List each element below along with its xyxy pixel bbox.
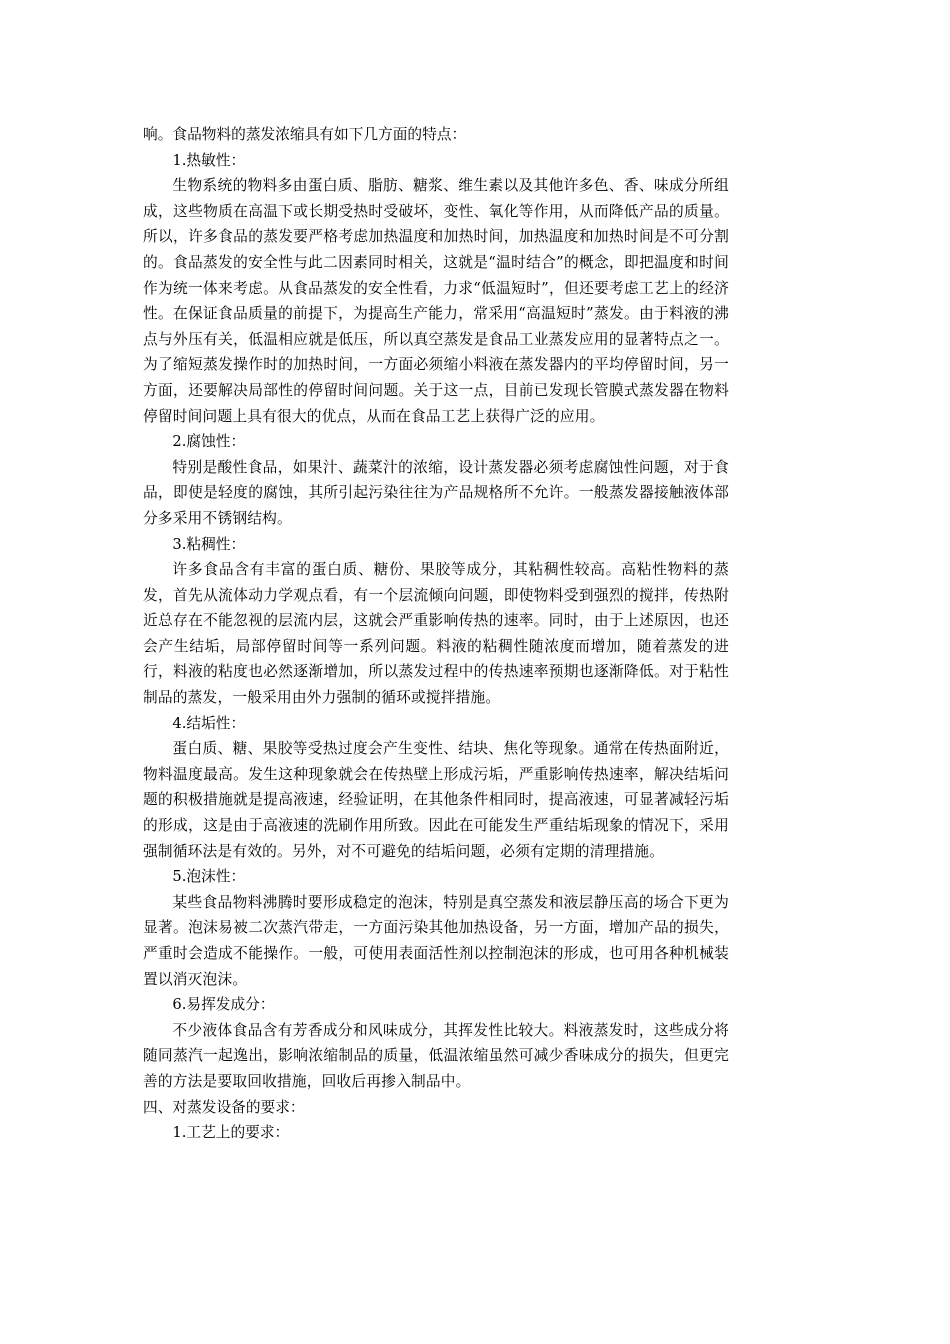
section-heading-equipment-requirements: 四、对蒸发设备的要求： (143, 1098, 305, 1116)
paragraph-viscosity: 许多食品含有丰富的蛋白质、糖份、果胶等成分，其粘稠性较高。高粘性物料的蒸发，首先从流体动力学观点看，有一个层流倾向问题，即使物料受到强烈的搅拌，传热附近总存在不能忽视的层流内层，这就会严重影响传热的速率。同时，由于上述原因，也还会产生结垢，局部停留时间等一系列问题。料液的粘稠性随浓度而增加，随着蒸发的进行，料液的粘度也必然逐渐增加，所以蒸发过程中的传热速率预期也逐渐降低。对于粘性制品的蒸发，一般采用由外力强制的循环或搅拌措施。 (143, 561, 729, 707)
heading-foaming: 5.泡沫性： (172, 868, 246, 886)
paragraph-intro: 响。食品物料的蒸发浓缩具有如下几方面的特点： (143, 126, 467, 143)
paragraph-volatile-components: 不少液体食品含有芳香成分和风味成分，其挥发性比较大。料液蒸发时，这些成分将随同蒸汽一起逸出，影响浓缩制品的质量，低温浓缩虽然可减少香味成分的损失，但更完善的方法是要取回收措施，回收后再掺入制品中。 (143, 1021, 729, 1090)
heading-fouling: 4.结垢性： (172, 714, 246, 732)
paragraph-corrosiveness: 特别是酸性食品，如果汁、蔬菜汁的浓缩，设计蒸发器必须考虑腐蚀性问题，对于食品，即使是轻度的腐蚀，其所引起污染往往为产品规格所不允许。一般蒸发器接触液体部分多采用不锈钢结构。 (143, 458, 729, 527)
heading-volatile-components: 6.易挥发成分： (172, 996, 275, 1014)
heading-heat-sensitivity: 1.热敏性： (172, 151, 246, 169)
paragraph-fouling: 蛋白质、糖、果胶等受热过度会产生变性、结块、焦化等现象。通常在传热面附近，物料温度最高。发生这种现象就会在传热壁上形成污垢，严重影响传热速率，解决结垢问题的积极措施就是提高液速，经验证明，在其他条件相同时，提高液速，可显著减轻污垢的形成，这是由于高液速的洗刷作用所致。因此在可能发生严重结垢现象的情况下，采用强制循环法是有效的。另外，对不可避免的结垢问题，必须有定期的清理措施。 (143, 740, 729, 860)
heading-corrosiveness: 2.腐蚀性： (172, 433, 246, 451)
paragraph-foaming: 某些食品物料沸腾时要形成稳定的泡沫，特别是真空蒸发和液层静压高的场合下更为显著。泡沫易被二次蒸汽带走，一方面污染其他加热设备，另一方面，增加产品的损失，严重时会造成不能操作。一般，可使用表面活性剂以控制泡沫的形成，也可用各种机械装置以消灭泡沫。 (143, 893, 729, 988)
paragraph-heat-sensitivity: 生物系统的物料多由蛋白质、脂肪、糖浆、维生素以及其他许多色、香、味成分所组成，这些物质在高温下或长期受热时受破坏，变性、氧化等作用，从而降低产品的质量。所以，许多食品的蒸发要严格考虑加热温度和加热时间，加热温度和加热时间是不可分割的。食品蒸发的安全性与此二因素同时相关，这就是“温时结合”的概念，即把温度和时间作为统一体来考虑。从食品蒸发的安全性看，力求“低温短时”，但还要考虑工艺上的经济性。在保证食品质量的前提下，为提高生产能力，常采用“高温短时”蒸发。由于料液的沸点与外压有关，低温相应就是低压，所以真空蒸发是食品工业蒸发应用的显著特点之一。为了缩短蒸发操作时的加热时间，一方面必须缩小料液在蒸发器内的平均停留时间，另一方面，还要解决局部性的停留时间问题。关于这一点，目前已发现长管膜式蒸发器在物料停留时间问题上具有很大的优点，从而在食品工艺上获得广泛的应用。 (143, 177, 729, 425)
document-body (143, 122, 729, 1146)
heading-viscosity: 3.粘稠性： (172, 535, 246, 553)
heading-process-requirements: 1.工艺上的要求： (172, 1124, 290, 1142)
